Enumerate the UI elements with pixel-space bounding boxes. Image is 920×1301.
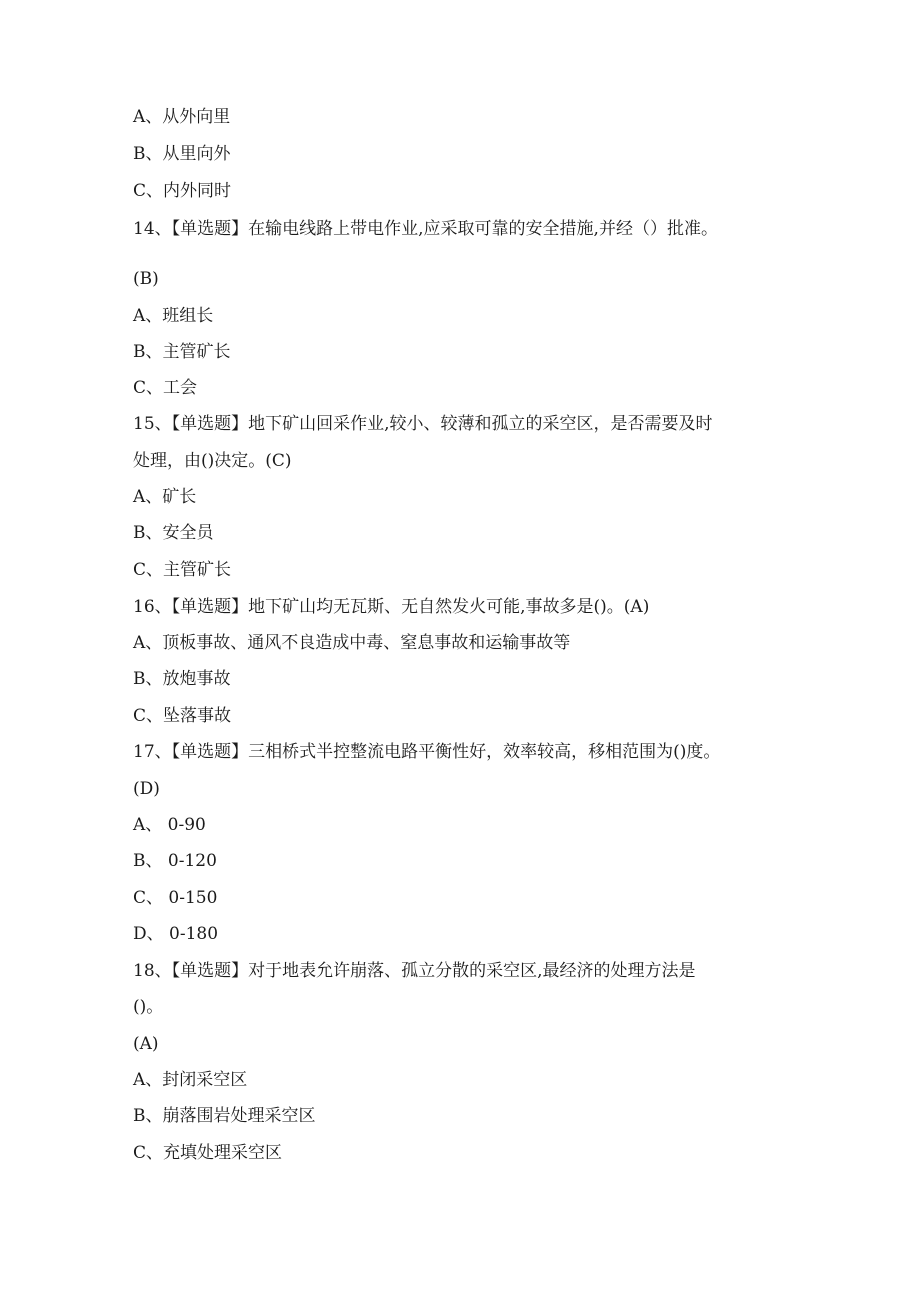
option-line: C、 0-150	[133, 888, 218, 908]
option-line: C、坠落事故	[133, 706, 232, 726]
answer-line: (A)	[133, 1034, 159, 1054]
question-line: 18、【单选题】对于地表允许崩落、孤立分散的采空区,最经济的处理方法是	[133, 961, 696, 981]
option-line: A、封闭采空区	[133, 1070, 248, 1090]
option-line: C、内外同时	[133, 181, 232, 201]
option-line: A、从外向里	[133, 107, 231, 127]
question-line: 15、【单选题】地下矿山回采作业,较小、较薄和孤立的采空区，是否需要及时	[133, 414, 713, 434]
question-line: 处理，由()决定。(C)	[133, 451, 292, 471]
question-line: 16、【单选题】地下矿山均无瓦斯、无自然发火可能,事故多是()。(A)	[133, 597, 650, 617]
option-line: B、主管矿长	[133, 342, 231, 362]
option-line: C、工会	[133, 378, 198, 398]
option-line: C、充填处理采空区	[133, 1143, 283, 1163]
option-line: B、安全员	[133, 523, 214, 543]
option-line: B、放炮事故	[133, 669, 231, 689]
question-line: 14、【单选题】在输电线路上带电作业,应采取可靠的安全措施,并经（）批准。	[133, 219, 718, 239]
option-line: B、 0-120	[133, 851, 217, 871]
option-line: A、班组长	[133, 306, 214, 326]
option-line: A、顶板事故、通风不良造成中毒、窒息事故和运输事故等	[133, 633, 571, 653]
option-line: D、 0-180	[133, 924, 219, 944]
option-line: A、矿长	[133, 487, 197, 507]
answer-line: (D)	[133, 779, 160, 799]
answer-line: (B)	[133, 269, 159, 289]
question-line: ()。	[133, 997, 164, 1017]
option-line: B、崩落围岩处理采空区	[133, 1106, 316, 1126]
question-line: 17、【单选题】三相桥式半控整流电路平衡性好，效率较高，移相范围为()度。	[133, 742, 721, 762]
option-line: B、从里向外	[133, 144, 231, 164]
option-line: A、 0-90	[133, 815, 206, 835]
option-line: C、主管矿长	[133, 560, 232, 580]
